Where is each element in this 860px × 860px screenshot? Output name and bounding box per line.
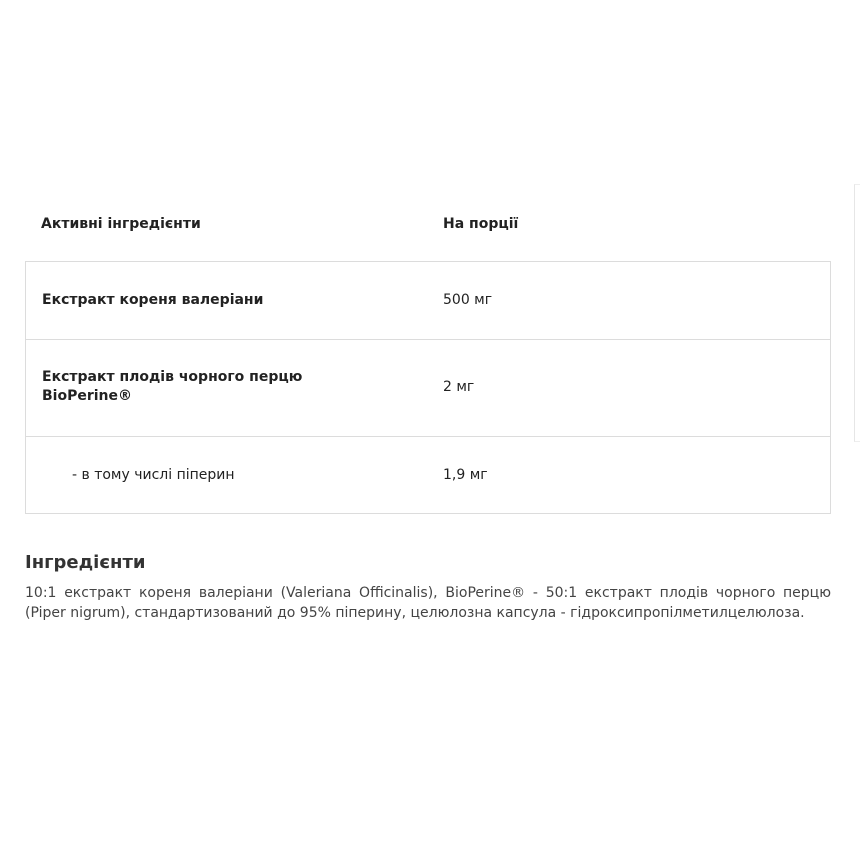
ingredients-heading: Інгредієнти (25, 552, 146, 573)
column-header-active-ingredients: Активні інгредієнти (41, 216, 201, 232)
ingredients-description: 10:1 екстракт кореня валеріани (Valeriana Officinalis), BioPerine® - 50:1 екстракт плодів чорного перцю (Piper nigrum), стандартизований до 95% піперину, целюлозна капсула - гідроксипропілметилцелюлоза. (25, 585, 831, 621)
table-row (26, 262, 830, 339)
table-header (25, 200, 830, 260)
table-row (26, 339, 830, 436)
ingredient-amount: 1,9 мг (443, 467, 488, 483)
ingredient-name: Екстракт кореня валеріани (42, 292, 264, 308)
ingredients-table (25, 261, 831, 514)
ingredient-name: Екстракт плодів чорного перцю BioPerine® (42, 369, 303, 404)
ingredient-name: - в тому числі піперин (72, 467, 235, 483)
ingredient-amount: 2 мг (443, 379, 475, 395)
ingredient-amount: 500 мг (443, 292, 493, 308)
table-row (26, 436, 830, 513)
adjacent-panel-edge (854, 184, 860, 442)
column-header-per-serving: На порції (443, 216, 519, 232)
